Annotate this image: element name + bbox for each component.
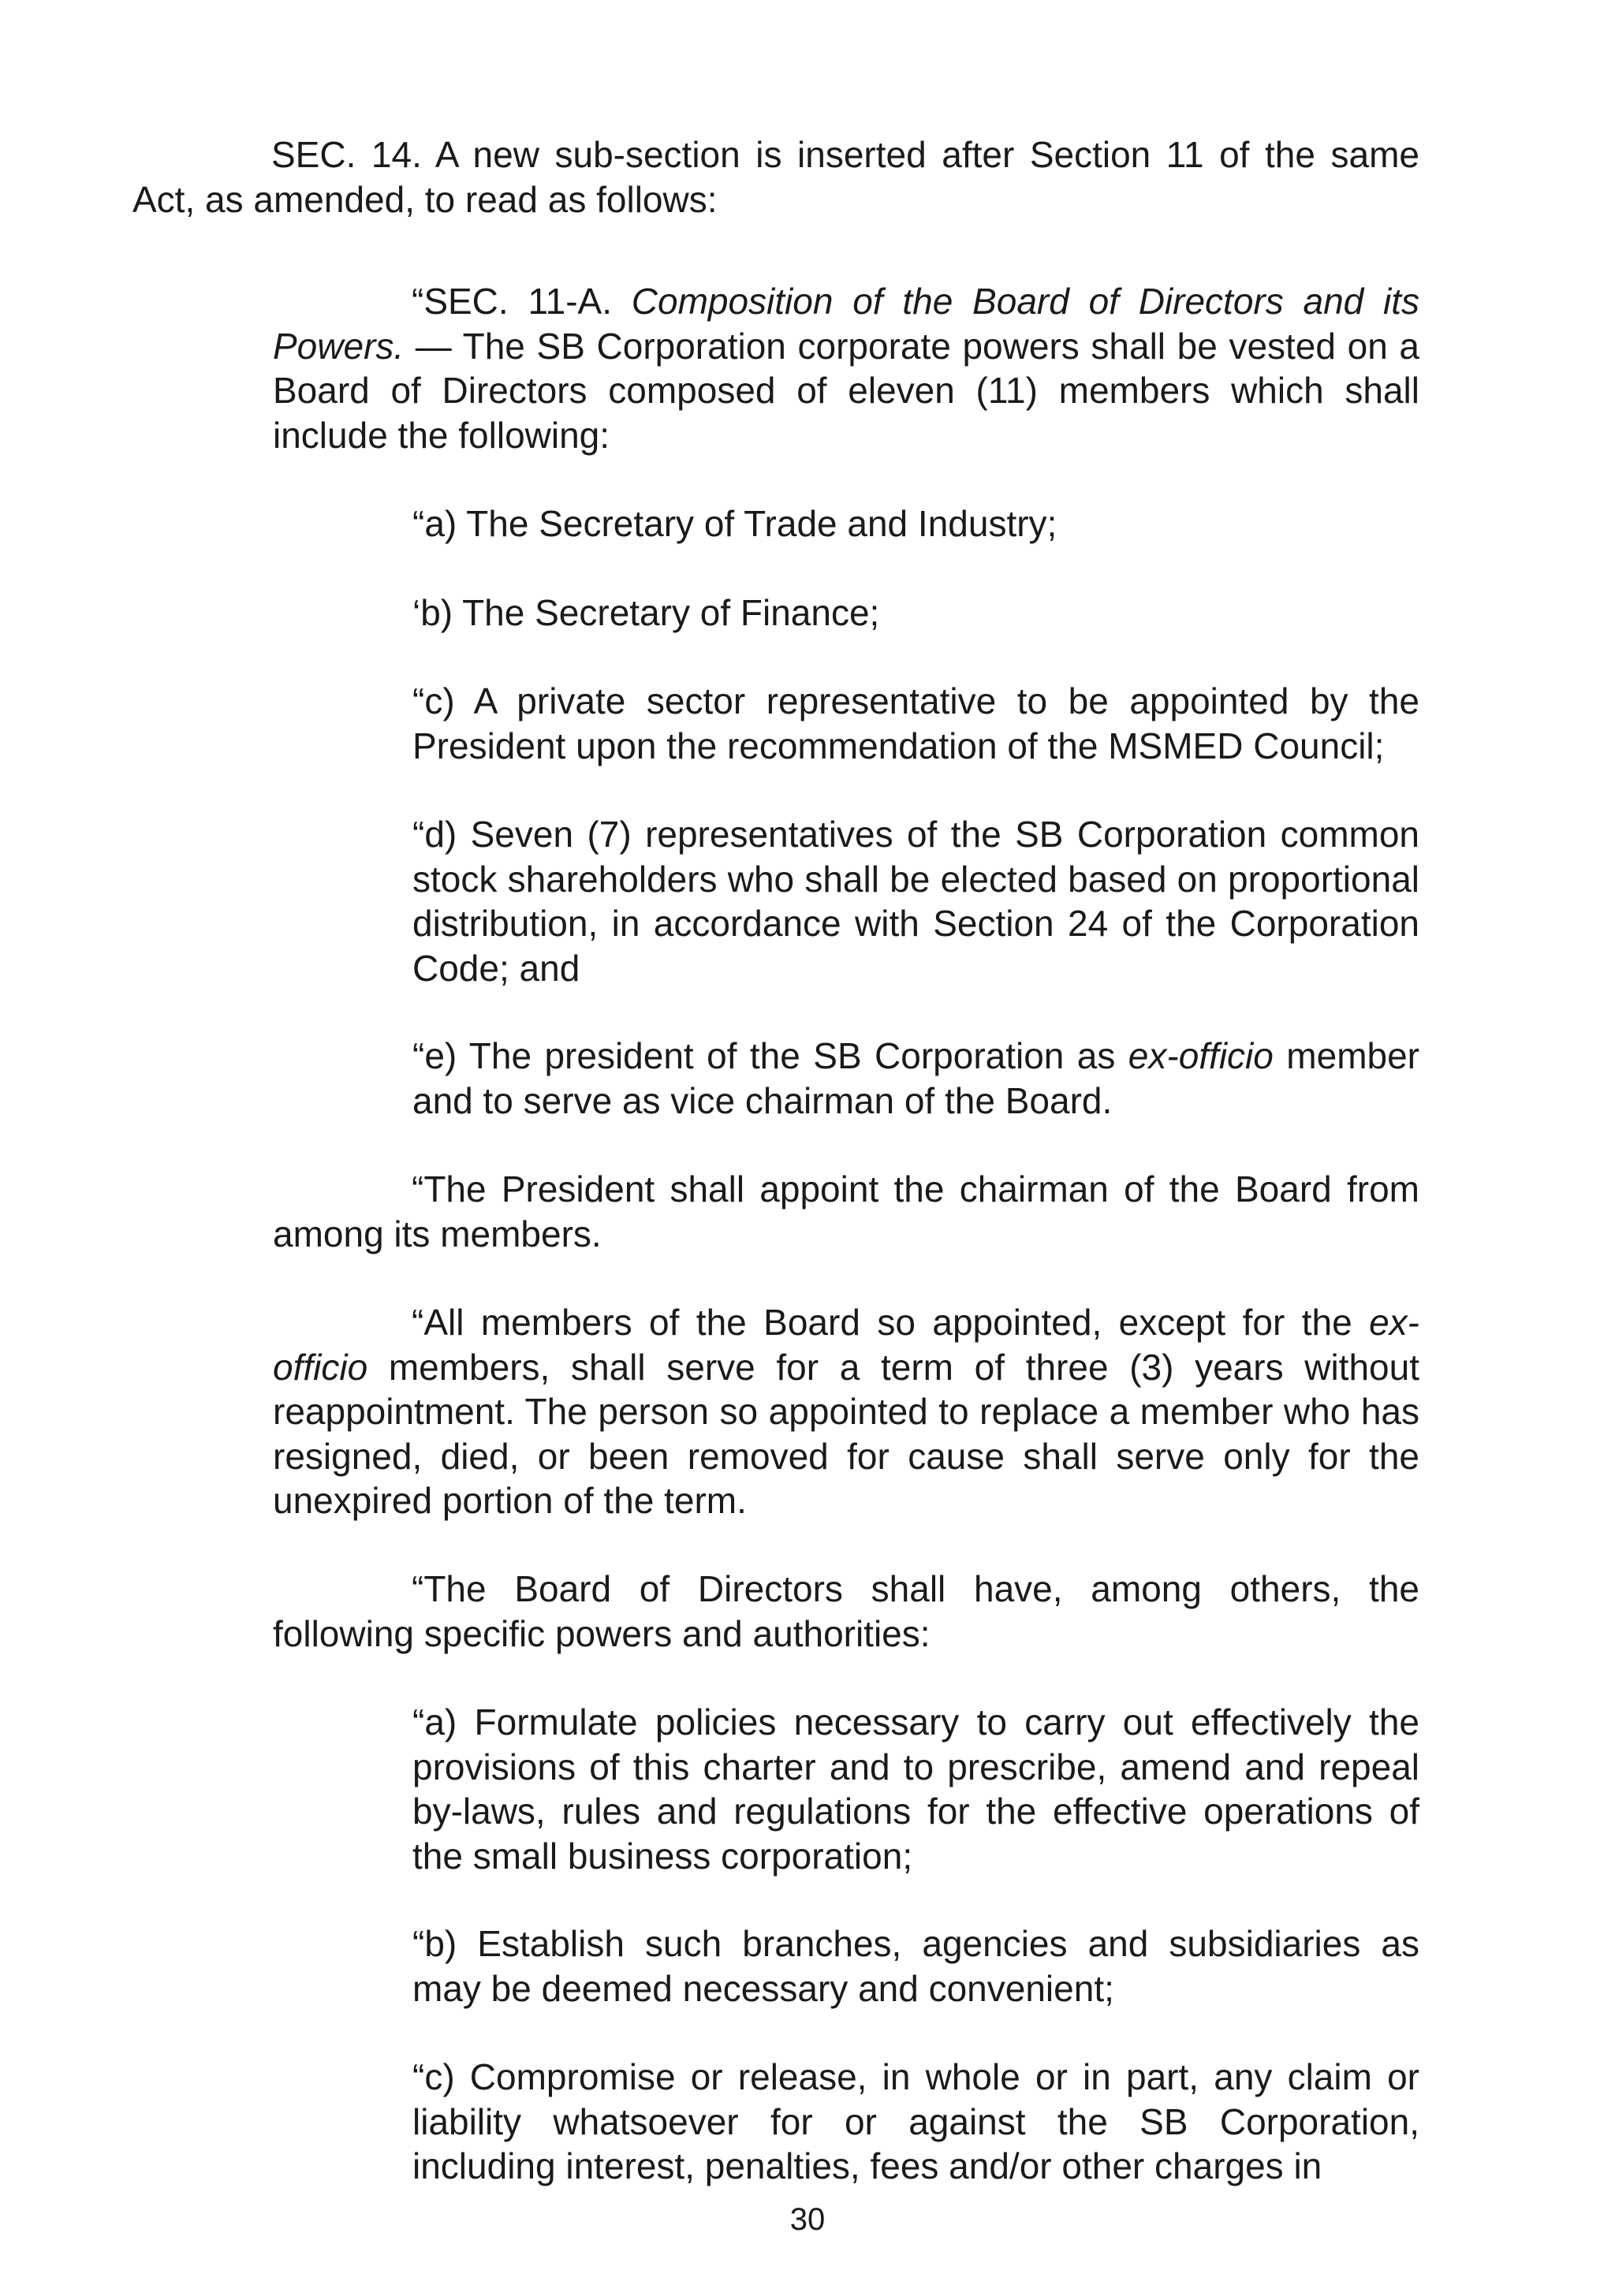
member-item-e-italic: ex-officio bbox=[1128, 1035, 1274, 1076]
sec14-paragraph bbox=[132, 132, 1419, 222]
terms-before: “All members of the Board so appointed, except for the bbox=[412, 1302, 1370, 1343]
chairman-paragraph bbox=[273, 1167, 1419, 1256]
terms-italic: ex-officio bbox=[273, 1302, 1419, 1388]
terms-paragraph bbox=[273, 1300, 1419, 1523]
power-item-a-text: “a) Formulate policies necessary to carry out effectively the provisions of this charter and to prescribe, amend and repeal by-laws, rules and regulations for the effective operations of the small business corporation; bbox=[412, 1702, 1419, 1877]
power-item-a bbox=[412, 1700, 1419, 1878]
powers-intro-text: “The Board of Directors shall have, among others, the following specific powers and authorities: bbox=[273, 1568, 1419, 1654]
terms-after: members, shall serve for a term of three (3) years without reappointment. The person so appointed to replace a member who has resigned, died, or been removed for cause shall serve only for the unexpired portion of the term. bbox=[273, 1346, 1419, 1521]
member-item-c bbox=[412, 679, 1419, 768]
chairman-text: “The President shall appoint the chairman of the Board from among its members. bbox=[273, 1168, 1419, 1254]
sec11a-prefix: “SEC. 11-A. bbox=[412, 281, 632, 322]
power-item-b bbox=[412, 1921, 1419, 2011]
page-number: 30 bbox=[789, 2202, 826, 2237]
power-item-b-text: “b) Establish such branches, agencies and subsidiaries as may be deemed necessary and convenient; bbox=[412, 1923, 1419, 2009]
powers-intro-paragraph bbox=[273, 1567, 1419, 1656]
sec11a-body: — The SB Corporation corporate powers shall be vested on a Board of Directors composed of eleven (11) members which shall include the following: bbox=[273, 325, 1419, 456]
power-item-c-text: “c) Compromise or release, in whole or in part, any claim or liability whatsoever for or against the SB Corporation, including interest, penalties, fees and/or other charges in bbox=[412, 2056, 1419, 2186]
member-item-d-text: “d) Seven (7) representatives of the SB Corporation common stock shareholders who shall be elected based on proportional distribution, in accordance with Section 24 of the Corporation Code; and bbox=[412, 814, 1419, 989]
member-item-e-after: member and to serve as vice chairman of the Board. bbox=[412, 1035, 1419, 1121]
sec14-text: SEC. 14. A new sub-section is inserted after Section 11 of the same Act, as amended, to read as follows: bbox=[132, 134, 1419, 220]
power-item-c bbox=[412, 2055, 1419, 2189]
member-item-b-text: ‘b) The Secretary of Finance; bbox=[412, 592, 880, 633]
sec11a-paragraph bbox=[273, 279, 1419, 457]
member-item-c-text: “c) A private sector representative to be appointed by the President upon the recommendation of the MSMED Council; bbox=[412, 680, 1419, 766]
member-item-d bbox=[412, 812, 1419, 990]
member-item-e bbox=[412, 1034, 1419, 1123]
sec11a-heading: Composition of the Board of Directors and its Powers. bbox=[273, 281, 1420, 367]
member-item-b bbox=[412, 591, 1419, 636]
member-item-a bbox=[412, 501, 1419, 546]
member-item-a-text: “a) The Secretary of Trade and Industry; bbox=[412, 503, 1057, 544]
member-item-e-before: “e) The president of the SB Corporation as bbox=[412, 1035, 1128, 1076]
